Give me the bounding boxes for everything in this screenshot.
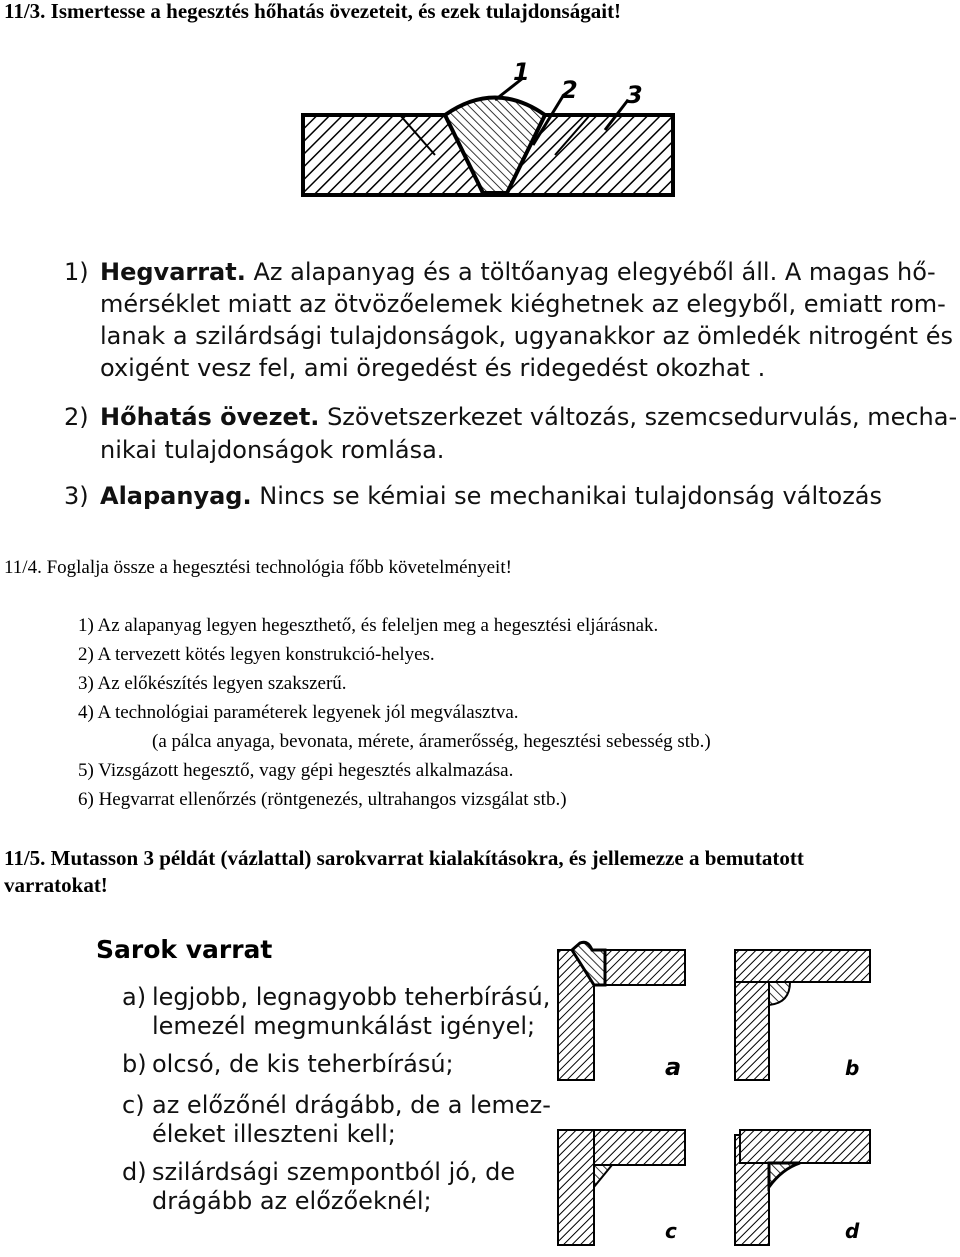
- corner-item-c-line-1: az előzőnél drágább, de a lemez-: [152, 1091, 551, 1119]
- requirement-5: 5) Vizsgázott hegesztő, vagy gépi hegesztés alkalmazása.: [78, 760, 514, 781]
- corner-item-c-line-2: éleket illeszteni kell;: [152, 1120, 396, 1148]
- weld-cross-section-figure: [295, 60, 685, 205]
- corner-weld-sketch-a: [558, 942, 685, 1081]
- requirement-3: 3) Az előkészítés legyen szakszerű.: [78, 673, 347, 694]
- corner-item-d-line-2: drágább az előzőeknél;: [152, 1187, 432, 1215]
- requirement-2: 2) A tervezett kötés legyen konstrukció-helyes.: [78, 644, 435, 665]
- weld-item-1-line-1: Hegvarrat. Az alapanyag és a töltőanyag elegyéből áll. A magas hő-: [100, 258, 936, 286]
- question-11-5-title-line-2: varratokat!: [4, 873, 108, 897]
- weld-item-3-number: 3): [64, 482, 89, 510]
- corner-item-c-letter: c): [122, 1091, 145, 1119]
- weld-item-1-heading: Hegvarrat.: [100, 258, 246, 286]
- weld-item-3-line-1: Alapanyag. Nincs se kémiai se mechanikai tulajdonság változás: [100, 482, 883, 510]
- weld-item-2-heading: Hőhatás övezet.: [100, 403, 320, 431]
- weld-item-2-number: 2): [64, 403, 89, 431]
- figure-label-1: 1: [513, 60, 530, 86]
- weld-item-1-line-2: mérséklet miatt az ötvözőelemek kiéghetnek az elegyből, emiatt rom-: [100, 290, 946, 318]
- requirement-4-detail: (a pálca anyaga, bevonata, mérete, áramerősség, hegesztési sebesség stb.): [152, 731, 711, 752]
- corner-item-a-line-2: lemezél megmunkálást igényel;: [152, 1012, 536, 1040]
- corner-item-d-letter: d): [122, 1158, 147, 1186]
- figure-label-3: 3: [626, 81, 643, 109]
- figure-label-2: 2: [561, 76, 578, 104]
- requirement-4: 4) A technológiai paraméterek legyenek jól megválasztva.: [78, 702, 519, 723]
- question-11-3-title: 11/3. Ismertesse a hegesztés hőhatás övezeteit, és ezek tulajdonságait!: [4, 0, 622, 23]
- corner-item-a-line-1: legjobb, legnagyobb teherbírású,: [152, 983, 551, 1011]
- corner-weld-sketches: [550, 935, 890, 1250]
- corner-item-d-line-1: szilárdsági szempontból jó, de: [152, 1158, 516, 1186]
- corner-item-a-letter: a): [122, 983, 147, 1011]
- weld-item-1-number: 1): [64, 258, 89, 286]
- sketch-label-a: a: [665, 1053, 682, 1081]
- corner-weld-sketch-c: [558, 1130, 685, 1245]
- weld-item-3-heading: Alapanyag.: [100, 482, 252, 510]
- weld-item-2-line-2: nikai tulajdonságok romlása.: [100, 436, 445, 464]
- requirement-1: 1) Az alapanyag legyen hegeszthető, és feleljen meg a hegesztési eljárásnak.: [78, 615, 659, 636]
- sketch-label-b: b: [845, 1056, 860, 1080]
- corner-item-b-letter: b): [122, 1050, 147, 1078]
- sketch-label-d: d: [845, 1219, 860, 1243]
- corner-weld-heading: Sarok varrat: [96, 935, 273, 964]
- corner-item-b-line-1: olcsó, de kis teherbírású;: [152, 1050, 454, 1078]
- sketch-label-c: c: [665, 1219, 677, 1243]
- requirement-6: 6) Hegvarrat ellenőrzés (röntgenezés, ultrahangos vizsgálat stb.): [78, 789, 567, 810]
- corner-weld-sketch-b: [735, 950, 870, 1080]
- weld-item-1-line-3: lanak a szilárdsági tulajdonságok, ugyanakkor az ömledék nitrogént és: [100, 322, 953, 350]
- question-11-5-title-line-1: 11/5. Mutasson 3 példát (vázlattal) sarokvarrat kialakításokra, és jellemezze a bemutatott: [4, 846, 804, 870]
- corner-weld-sketch-d: [735, 1130, 870, 1245]
- question-11-4-title: 11/4. Foglalja össze a hegesztési technológia főbb követelményeit!: [4, 557, 512, 578]
- weld-item-1-line-4: oxigént vesz fel, ami öregedést és ridegedést okozhat .: [100, 354, 766, 382]
- weld-item-2-line-1: Hőhatás övezet. Szövetszerkezet változás, szemcsedurvulás, mecha-: [100, 403, 958, 431]
